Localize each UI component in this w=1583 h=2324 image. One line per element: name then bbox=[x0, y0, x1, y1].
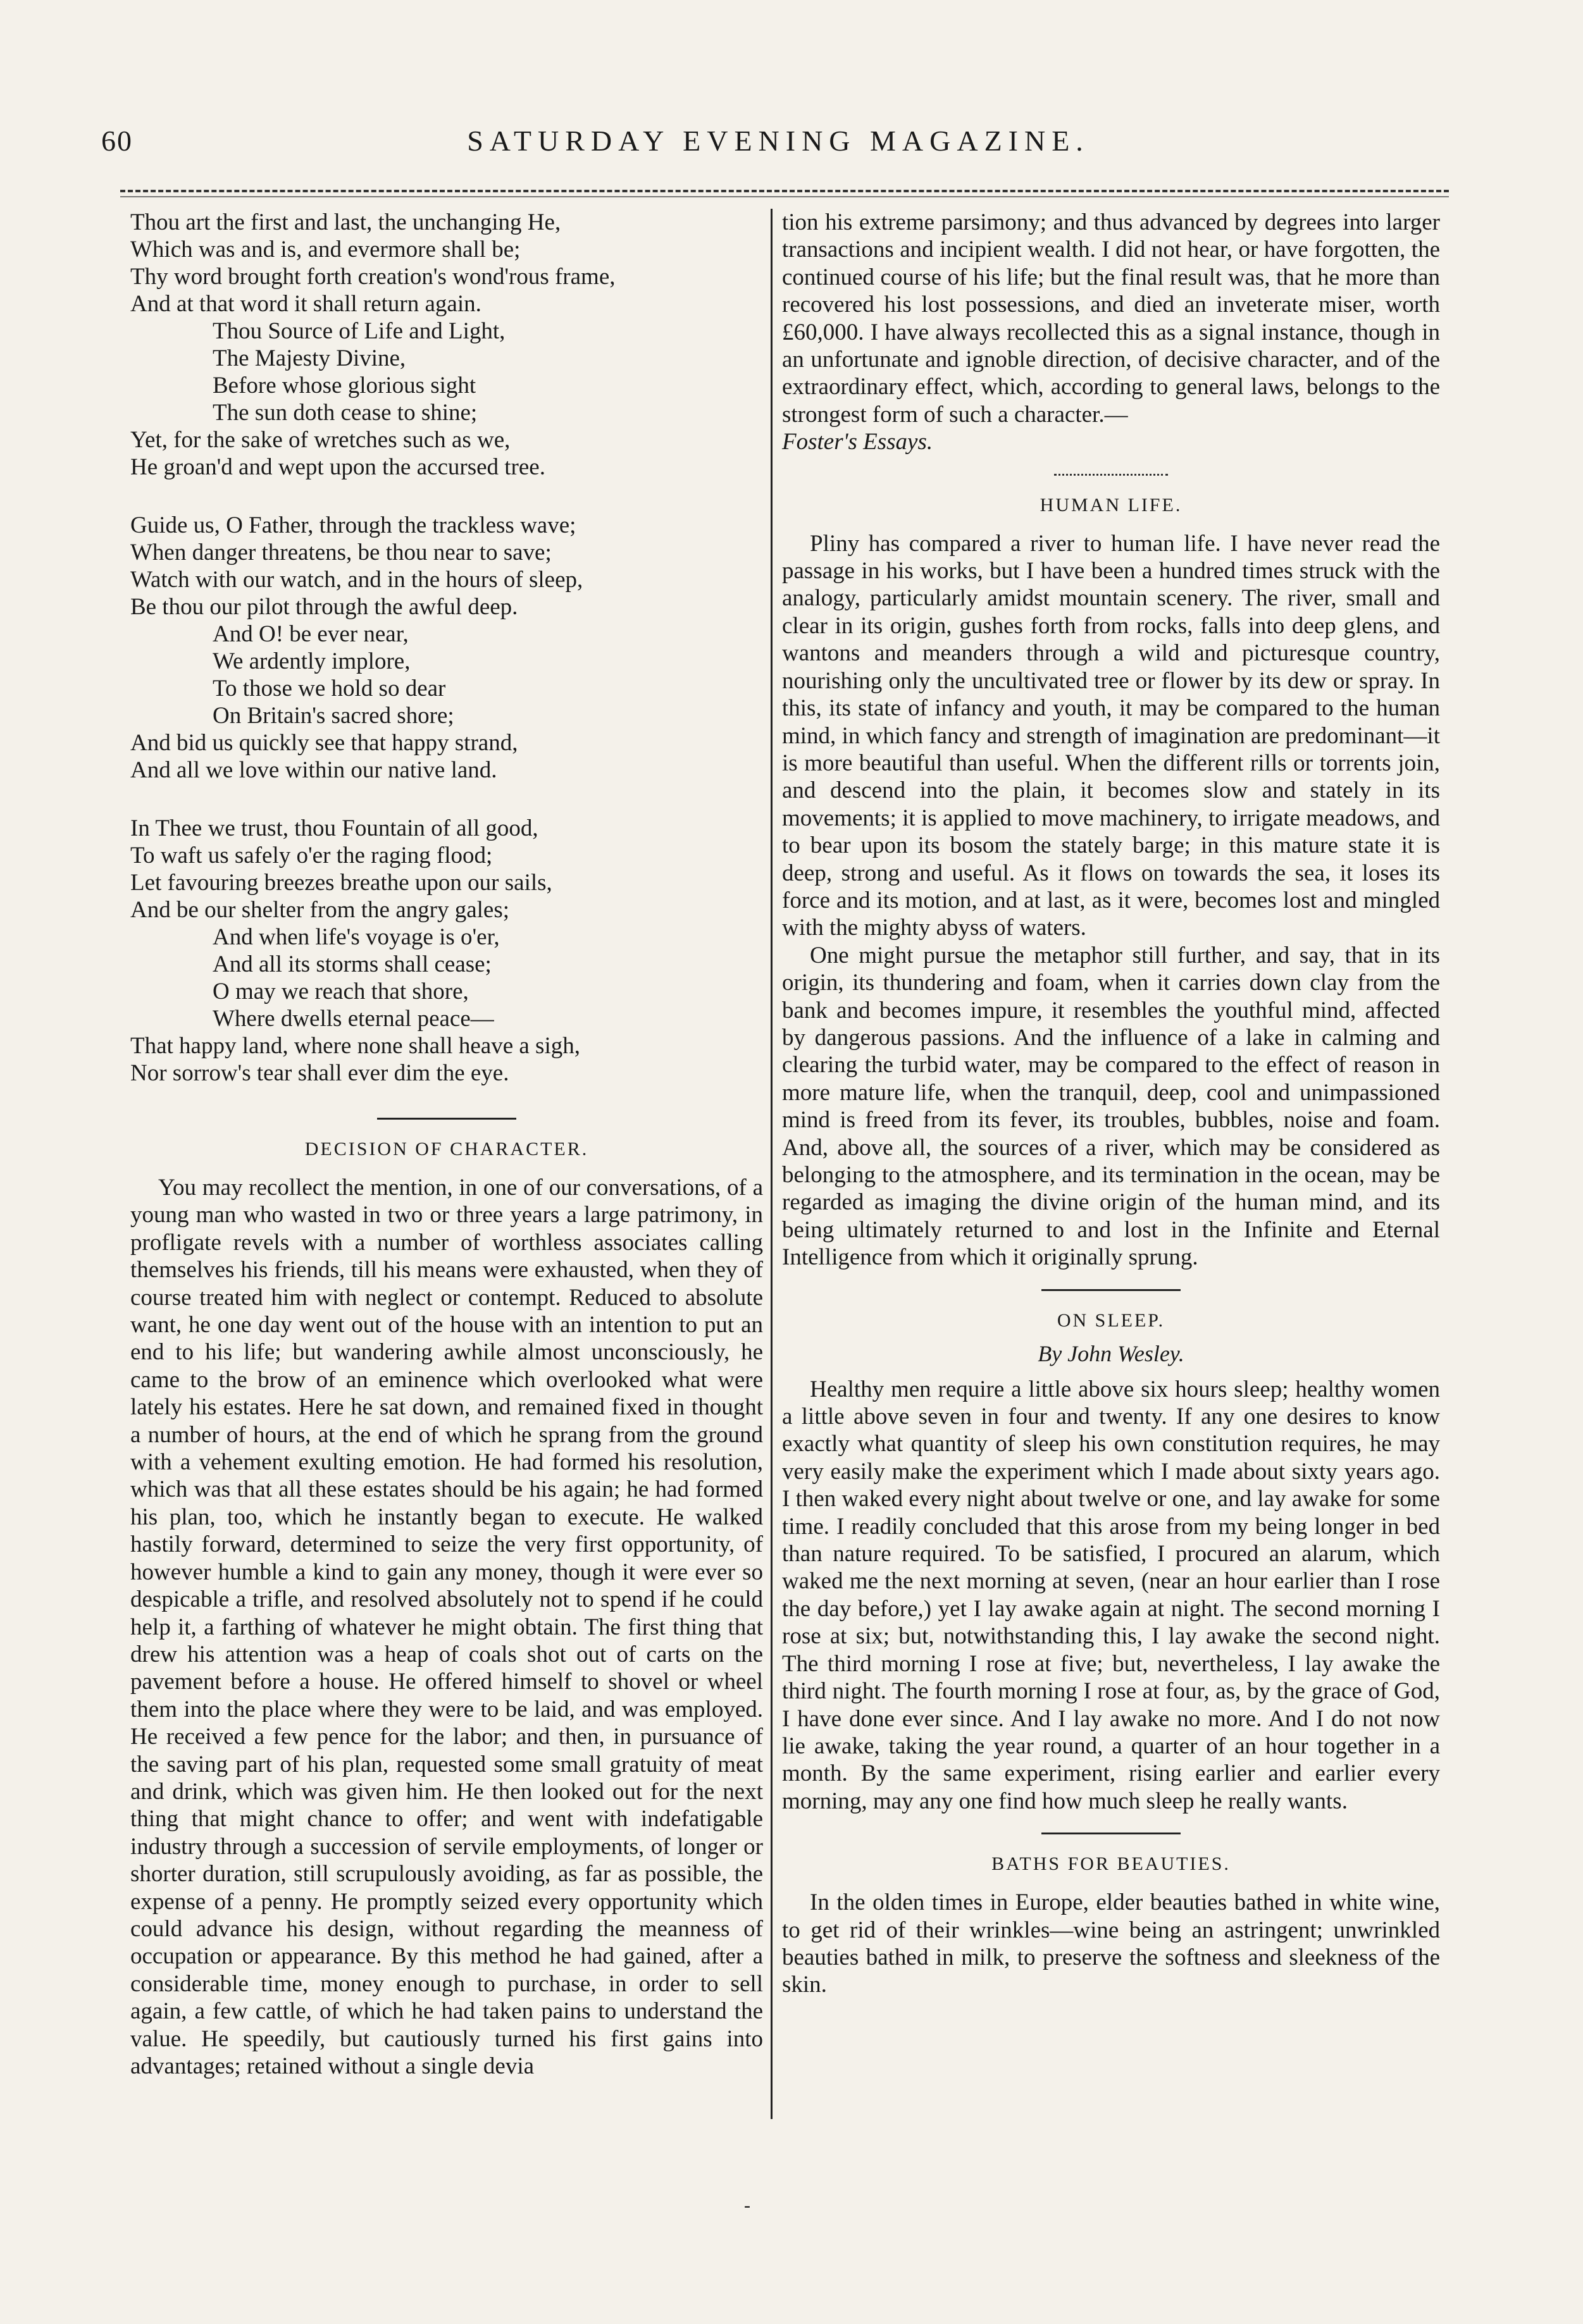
poem-line: Let favouring breezes breathe upon our sails, bbox=[130, 870, 552, 896]
poem-line: That happy land, where none shall heave a sigh, bbox=[130, 1033, 580, 1059]
header-rule bbox=[120, 190, 1449, 192]
poem-line: On Britain's sacred shore; bbox=[213, 703, 454, 729]
poem-line: And when life's voyage is o'er, bbox=[213, 924, 500, 950]
human-life-article bbox=[782, 530, 1440, 1271]
poem-stanza-2 bbox=[130, 512, 763, 784]
poem-line: In Thee we trust, thou Fountain of all good, bbox=[130, 815, 538, 841]
left-column bbox=[130, 209, 763, 2080]
hymn-poem bbox=[130, 209, 763, 1087]
poem-line: He groan'd and wept upon the accursed tree. bbox=[130, 454, 545, 480]
poem-line: To those we hold so dear bbox=[213, 676, 446, 702]
article-paragraph: You may recollect the mention, in one of our conversations, of a young man who wasted in two or three years a large patrimony, in profligate revels with a number of worthless associates calling themselves his friends, till his means were exhausted, when they of course treated him with neglect or contempt. Reduced to absolute want, he one day went out of the house with an intention to put an end to his life; but wandering awhile almost unconsciously, he came to the brow of an eminence which overlooked what were lately his estates. Here he sat down, and remained fixed in thought a number of hours, at the end of which he sprang from the ground with a vehement exulting emotion. He had formed his resolution, which was that all these estates should be his again; he had formed his plan, too, which he instantly began to execute. He walked hastily forward, determined to seize the very first opportunity, of however humble a kind to gain any money, though it were ever so despicable a trifle, and resolved absolutely not to spend if he could help it, a farthing of whatever he might obtain. The first thing that drew his attention was a heap of coals shot out of carts on the pavement before a house. He offered himself to shovel or wheel them into the place where they were to be laid, and was employed. He received a few pence for the labor; and then, in pursuance of the saving part of his plan, requested some small gratuity of meat and drink, which was given him. He then looked out for the next thing that might chance to offer; and went with indefatigable industry through a succession of servile employments, of longer or shorter duration, still scrupulously avoiding, as far as possible, the expense of a penny. He promptly seized every opportunity which could advance his design, without regarding the meanness of occupation or appearance. By this method he had gained, after a considerable time, money enough to purchase, in order to sell again, a few cattle, of which he had taken pains to understand the value. He speedily, but cautiously turned his first gains into advantages; retained without a single devia bbox=[130, 1175, 763, 2079]
section-title-human-life: HUMAN LIFE. bbox=[1040, 494, 1183, 516]
poem-line: We ardently implore, bbox=[213, 648, 411, 674]
running-title: SATURDAY EVENING MAGAZINE. bbox=[467, 125, 1089, 157]
poem-line: O may we reach that shore, bbox=[213, 979, 469, 1004]
poem-line: And O! be ever near, bbox=[213, 621, 409, 647]
column-divider bbox=[771, 209, 773, 2119]
page-number: 60 bbox=[101, 125, 133, 157]
section-divider bbox=[1041, 1289, 1181, 1291]
decision-article bbox=[130, 1174, 763, 2080]
poem-line: And all we love within our native land. bbox=[130, 757, 497, 783]
article-paragraph: One might pursue the metaphor still further, and say, that in its origin, its thundering and foam, when it carries down clay from the bank and becomes impure, it resembles the youthful mind, affected by dangerous passions. And the influence of a lake in calming and clearing the turbid water, may be compared to the effect of reason in more mature life, when the tranquil, deep, cool and unimpassioned mind is freed from its fever, its troubles, bubbles, noise and foam. And, above all, the sources of a river, which may be considered as belonging to the atmosphere, and its termination in the ocean, may be regarded as imaging the divine origin of the human mind, and its being ultimately returned to and lost in the Infinite and Eternal Intelligence from which it originally sprung. bbox=[782, 942, 1440, 1271]
article-paragraph: Healthy men require a little above six hours sleep; healthy women a little above seven in four and twenty. If any one desires to know exactly what quantity of sleep his own constitution requires, he may very easily make the experiment which I made about sixty years ago. I then waked every night about twelve or one, and lay awake for some time. I readily concluded that this arose from my being longer in bed than nature required. To be satisfied, I procured an alarum, which waked me the next morning at seven, (near an hour earlier than I rose the day before,) yet I lay awake again at night. The second morning I rose at six; but, notwithstanding this, I lay awake the second night. The third morning I rose at five; but, nevertheless, I lay awake the third night. The fourth morning I rose at four, as, by the grace of God, I have done ever since. And I lay awake no more. And I do not now lie awake, taking the year round, a quarter of an hour together in a month. By the same experiment, rising earlier and earlier every morning, may any one find how much sleep he really wants. bbox=[782, 1376, 1440, 1814]
section-divider bbox=[1054, 474, 1168, 476]
page-header bbox=[95, 124, 1462, 175]
poem-stanza-3 bbox=[130, 815, 763, 1087]
poem-line: And at that word it shall return again. bbox=[130, 291, 481, 317]
poem-line: Thy word brought forth creation's wond'rous frame, bbox=[130, 264, 616, 290]
poem-line: Yet, for the sake of wretches such as we, bbox=[130, 427, 511, 453]
decision-continuation bbox=[782, 209, 1440, 456]
header-rule-thin bbox=[120, 196, 1449, 197]
article-paragraph: Pliny has compared a river to human life. I have never read the passage in his works, but I have been a hundred times struck with the analogy, particularly amidst mountain scenery. The river, small and clear in its origin, gushes forth from rocks, falls into deep glens, and wantons and meanders through a wild and picturesque country, nourishing only the uncultivated tree or flower by its dew or spray. In this, its state of infancy and youth, it may be compared to the human mind, in which fancy and strength of imagination are predominant—it is more beautiful than useful. When the different rills or torrents join, and descend into the plain, it becomes slow and stately in its movements; it is applied to move machinery, to irrigate meadows, and to bear upon its bosom the stately barge; in this mature state it is deep, strong and useful. As it flows on towards the sea, it loses its force and its motion, and at last, as it were, becomes lost and mingled with the mighty abyss of waters. bbox=[782, 530, 1440, 941]
byline: By John Wesley. bbox=[1038, 1340, 1184, 1366]
poem-line: And be our shelter from the angry gales; bbox=[130, 897, 510, 923]
poem-line: Guide us, O Father, through the trackless wave; bbox=[130, 512, 576, 538]
continuation-text: tion his extreme parsimony; and thus advanced by degrees into larger transactions and incipient wealth. I did not hear, or have forgotten, the continued course of his life; but the final result was, that he more than recovered his lost possessions, and died an inveterate miser, worth £60,000. I have always recollected this as a signal instance, though in an unfortunate and ignoble direction, of decisive character, and of the extraordinary effect, which, according to general laws, belongs to the strongest form of such a character.— bbox=[782, 209, 1440, 428]
section-divider bbox=[377, 1118, 516, 1120]
section-title-on-sleep: ON SLEEP. bbox=[1057, 1309, 1165, 1331]
section-title-baths: BATHS FOR BEAUTIES. bbox=[991, 1853, 1231, 1875]
poem-line: Watch with our watch, and in the hours of sleep, bbox=[130, 567, 583, 593]
section-divider bbox=[1041, 1833, 1181, 1834]
poem-stanza-1 bbox=[130, 209, 763, 481]
attribution: Foster's Essays. bbox=[782, 429, 933, 455]
section-title-decision: DECISION OF CHARACTER. bbox=[304, 1139, 589, 1159]
poem-line: Thou Source of Life and Light, bbox=[213, 318, 506, 344]
poem-line: Be thou our pilot through the awful deep. bbox=[130, 594, 518, 620]
article-paragraph: In the olden times in Europe, elder beauties bathed in white wine, to get rid of their wrinkles—wine being an astringent; unwrinkled beauties bathed in milk, to preserve the softness and sleekness of the skin. bbox=[782, 1889, 1440, 1998]
poem-line: Where dwells eternal peace— bbox=[213, 1006, 494, 1032]
page-foot-mark: - bbox=[744, 2195, 750, 2216]
poem-line: Before whose glorious sight bbox=[213, 373, 476, 399]
baths-article bbox=[782, 1889, 1440, 1999]
poem-line: The Majesty Divine, bbox=[213, 345, 406, 371]
right-column bbox=[782, 209, 1440, 1999]
poem-line: The sun doth cease to shine; bbox=[213, 400, 478, 426]
poem-line: Thou art the first and last, the unchanging He, bbox=[130, 209, 561, 235]
poem-line: And all its storms shall cease; bbox=[213, 951, 492, 977]
article-paragraph bbox=[782, 209, 1440, 456]
poem-line: To waft us safely o'er the raging flood; bbox=[130, 843, 493, 868]
poem-line: And bid us quickly see that happy strand, bbox=[130, 730, 518, 756]
poem-line: Which was and is, and evermore shall be; bbox=[130, 237, 521, 263]
poem-line: When danger threatens, be thou near to save; bbox=[130, 540, 552, 566]
poem-line: Nor sorrow's tear shall ever dim the eye. bbox=[130, 1060, 509, 1086]
on-sleep-article bbox=[782, 1376, 1440, 1815]
